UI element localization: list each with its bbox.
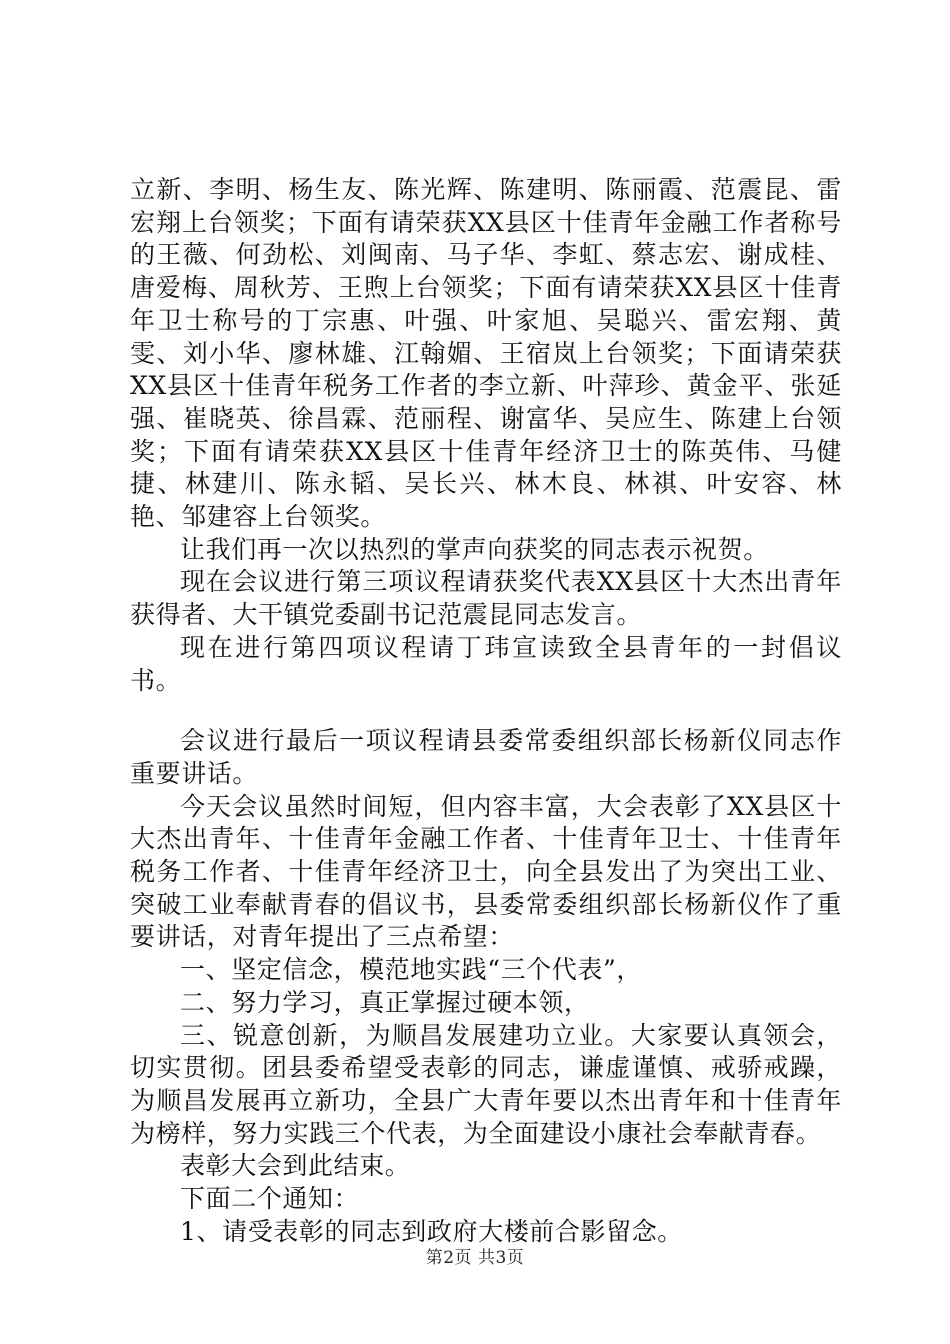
hope-item-two: 二、努力学习，真正掌握过硬本领， [180, 987, 590, 1017]
paragraph-spacer [130, 697, 842, 725]
final-agenda-paragraph: 会议进行最后一项议程请县委常委组织部长杨新仪同志作重要讲话。 [130, 726, 842, 788]
hope-item-three: 三、锐意创新，为顺昌发展建功立业。大家要认真领会，切实贯彻。团县委希望受表彰的同志，谦虚谨慎、戒骄戒躁，为顺昌发展再立新功，全县广大青年要以杰出青年和十佳青年为榜样，努力实践三个代表，为全面建设小康社会奉献青春。 [130, 1020, 842, 1148]
award-list-paragraph: 立新、李明、杨生友、陈光辉、陈建明、陈丽霞、范震昆、雷宏翔上台领奖；下面有请荣获XX县区十佳青年金融工作者称号的王薇、何劲松、刘闽南、马子华、李虹、蔡志宏、谢成桂、唐爱梅、周秋芳、王煦上台领奖；下面有请荣获XX县区十佳青年卫士称号的丁宗惠、叶强、叶家旭、吴聪兴、雷宏翔、黄雯、刘小华、廖林雄、江翰媚、王宿岚上台领奖；下面请荣获XX县区十佳青年税务工作者的李立新、叶萍珍、黄金平、张延强、崔晓英、徐昌霖、范丽程、谢富华、吴应生、陈建上台领奖；下面有请荣获XX县区十佳青年经济卫士的陈英伟、马健捷、林建川、陈永韬、吴长兴、林木良、林祺、叶安容、林艳、邹建容上台领奖。 [130, 175, 842, 532]
notice-item-one: 1、请受表彰的同志到政府大楼前合影留念。 [180, 1216, 683, 1246]
document-body [130, 174, 842, 1249]
hope-item-one: 一、坚定信念，模范地实践“三个代表”， [180, 955, 642, 985]
congratulation-paragraph: 让我们再一次以热烈的掌声向获奖的同志表示祝贺。 [180, 534, 769, 564]
agenda-item-three-paragraph: 现在会议进行第三项议程请获奖代表XX县区十大杰出青年获得者、大干镇党委副书记范震昆同志发言。 [130, 567, 842, 630]
agenda-item-four-paragraph: 现在进行第四项议程请丁玮宣读致全县青年的一封倡议书。 [130, 632, 842, 695]
notice-heading: 下面二个通知： [180, 1184, 360, 1214]
summary-paragraph: 今天会议虽然时间短，但内容丰富，大会表彰了XX县区十大杰出青年、十佳青年金融工作者、十佳青年卫士、十佳青年税务工作者、十佳青年经济卫士，向全县发出了为突出工业、突破工业奉献青春的倡议书，县委常委组织部长杨新仪作了重要讲话，对青年提出了三点希望： [130, 791, 842, 952]
page-number-footer: 第2页 共3页 [425, 1248, 525, 1268]
closing-paragraph: 表彰大会到此结束。 [180, 1151, 411, 1181]
